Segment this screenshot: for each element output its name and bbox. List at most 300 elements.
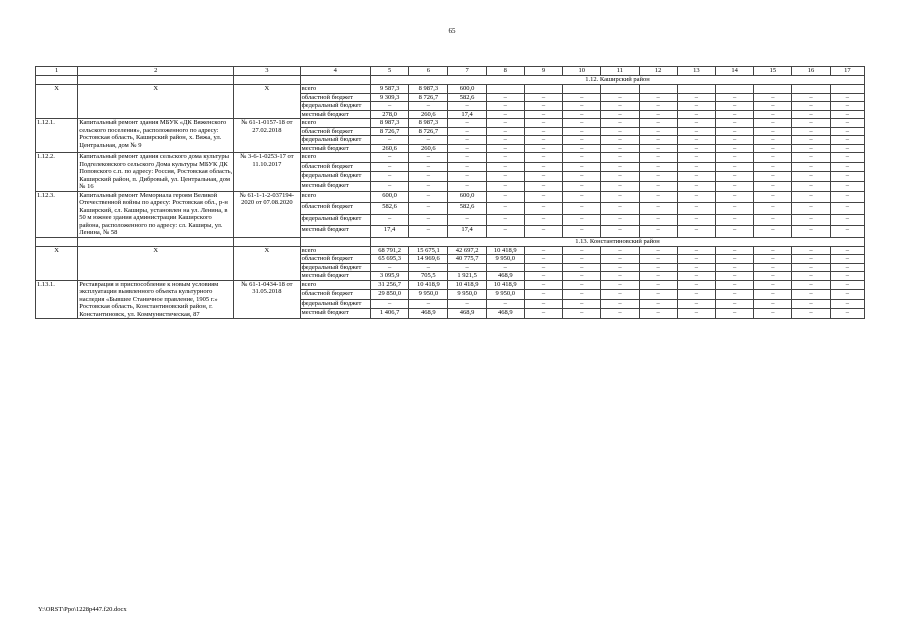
amount-cell: – <box>486 172 524 182</box>
amount-cell: – <box>792 172 830 182</box>
amount-cell: – <box>563 255 601 264</box>
amount-cell: – <box>524 119 562 128</box>
amount-cell: – <box>754 214 792 226</box>
amount-cell: – <box>524 309 562 319</box>
amount-cell: – <box>677 191 715 203</box>
amount-cell: – <box>563 102 601 111</box>
amount-cell: – <box>563 172 601 182</box>
amount-cell: – <box>524 272 562 281</box>
amount-cell: – <box>563 136 601 145</box>
amount-cell: – <box>409 102 448 111</box>
amount-cell: – <box>830 226 864 238</box>
amount-cell: – <box>486 102 524 111</box>
amount-cell: – <box>486 110 524 119</box>
amount-cell: – <box>409 153 448 163</box>
amount-cell: – <box>677 299 715 309</box>
amount-cell: – <box>563 280 601 290</box>
amount-cell: – <box>677 309 715 319</box>
amount-cell: – <box>524 214 562 226</box>
amount-cell: – <box>486 299 524 309</box>
amount-cell: – <box>677 110 715 119</box>
amount-cell: – <box>524 290 562 300</box>
amount-cell: – <box>715 191 753 203</box>
item-name: Реставрация и приспособление к новым условиям эксплуатации выявленного объекта культурного наследия «Бывшее Станичное правление, 1905 г.» Ростовская область, Константиновский район, г. Константиновск, ул. Коммунистическая, 87 <box>78 280 234 319</box>
amount-cell: – <box>563 246 601 255</box>
amount-cell <box>677 85 715 94</box>
funding-source: федеральный бюджет <box>300 299 370 309</box>
total-row <box>36 85 865 94</box>
amount-cell: – <box>754 191 792 203</box>
amount-cell: – <box>601 272 639 281</box>
amount-cell: – <box>601 280 639 290</box>
amount-cell: – <box>792 110 830 119</box>
amount-cell: – <box>524 102 562 111</box>
column-number-row <box>36 67 865 76</box>
item-number: 1.12.2. <box>36 153 78 192</box>
document-reference: № 61-1-1-2-037194-2020 от 07.08.2020 <box>234 191 300 237</box>
amount-cell <box>830 85 864 94</box>
amount-cell: – <box>715 172 753 182</box>
amount-cell: 600,0 <box>371 191 409 203</box>
amount-cell: 582,6 <box>448 93 486 102</box>
amount-cell: – <box>754 309 792 319</box>
amount-cell: – <box>792 280 830 290</box>
amount-cell: – <box>486 153 524 163</box>
amount-cell: – <box>677 214 715 226</box>
item-name: Капитальный ремонт здания сельского дома культуры Подгелековского сельского Дома культуры МБУК ДК Поповского с.п. по адресу: Россия, Ростовская область, Каширский район, п. Дибровый, ул. Центральная, дом № 16 <box>79 153 233 190</box>
amount-cell: – <box>601 162 639 172</box>
amount-cell: 1 921,5 <box>448 272 486 281</box>
amount-cell: – <box>524 191 562 203</box>
column-number: 1 <box>36 67 78 76</box>
amount-cell: 9 950,0 <box>486 290 524 300</box>
amount-cell: – <box>754 102 792 111</box>
amount-cell: – <box>486 181 524 191</box>
amount-cell: 68 791,2 <box>371 246 409 255</box>
item-row <box>36 191 865 203</box>
item-name: Капитальный ремонт Мемориала героям Великой Отечественной войны по адресу: Ростовская обл., р-н Каширский, сл. Каширы, установлен на ул. Ленина, в 50 м южнее здания администрации Каширского района, расположенного по адресу: сл. Каширы, ул. Ленина, № 58 <box>78 191 234 237</box>
amount-cell <box>792 85 830 94</box>
amount-cell <box>524 85 562 94</box>
amount-cell: – <box>524 263 562 272</box>
amount-cell: 468,9 <box>486 309 524 319</box>
amount-cell: – <box>754 153 792 163</box>
funding-source: местный бюджет <box>300 181 370 191</box>
amount-cell: 468,9 <box>409 309 448 319</box>
amount-cell: 582,6 <box>371 203 409 215</box>
amount-cell: – <box>639 203 677 215</box>
amount-cell: – <box>754 272 792 281</box>
amount-cell: – <box>409 214 448 226</box>
amount-cell: – <box>754 181 792 191</box>
amount-cell: – <box>715 162 753 172</box>
funding-source: местный бюджет <box>300 110 370 119</box>
amount-cell: – <box>830 280 864 290</box>
amount-cell: – <box>524 136 562 145</box>
amount-cell: – <box>486 136 524 145</box>
amount-cell: 582,6 <box>448 203 486 215</box>
amount-cell: – <box>563 272 601 281</box>
amount-cell: – <box>792 127 830 136</box>
amount-cell: – <box>601 263 639 272</box>
amount-cell: – <box>677 263 715 272</box>
amount-cell <box>715 85 753 94</box>
amount-cell: 9 309,3 <box>371 93 409 102</box>
column-number: 3 <box>234 67 300 76</box>
amount-cell: – <box>792 136 830 145</box>
amount-cell: 17,4 <box>448 226 486 238</box>
amount-cell: – <box>486 127 524 136</box>
column-number: 11 <box>601 67 639 76</box>
amount-cell: – <box>639 263 677 272</box>
amount-cell: – <box>486 144 524 153</box>
amount-cell: – <box>524 203 562 215</box>
amount-cell: – <box>677 153 715 163</box>
amount-cell: – <box>830 162 864 172</box>
amount-cell: – <box>677 255 715 264</box>
amount-cell: – <box>715 127 753 136</box>
amount-cell: – <box>601 102 639 111</box>
amount-cell: – <box>792 246 830 255</box>
amount-cell: – <box>715 299 753 309</box>
amount-cell: – <box>677 181 715 191</box>
funding-source: всего <box>300 153 370 163</box>
amount-cell: – <box>754 226 792 238</box>
amount-cell: – <box>601 93 639 102</box>
amount-cell: – <box>830 214 864 226</box>
amount-cell: 9 950,0 <box>409 290 448 300</box>
amount-cell: – <box>448 144 486 153</box>
item-number: 1.12.1. <box>36 119 78 153</box>
amount-cell: 1 406,7 <box>371 309 409 319</box>
amount-cell: – <box>830 272 864 281</box>
section-title-row <box>36 237 865 246</box>
column-number: 15 <box>754 67 792 76</box>
column-number: 2 <box>78 67 234 76</box>
amount-cell: 8 987,3 <box>409 119 448 128</box>
amount-cell: – <box>677 136 715 145</box>
amount-cell: – <box>715 144 753 153</box>
column-number: 9 <box>524 67 562 76</box>
amount-cell: – <box>409 263 448 272</box>
amount-cell: 8 987,3 <box>409 85 448 94</box>
amount-cell: – <box>754 255 792 264</box>
amount-cell: 29 850,0 <box>371 290 409 300</box>
amount-cell: – <box>830 203 864 215</box>
amount-cell: – <box>563 191 601 203</box>
funding-source: всего <box>300 246 370 255</box>
amount-cell: – <box>754 172 792 182</box>
amount-cell: 600,0 <box>448 191 486 203</box>
amount-cell: – <box>792 162 830 172</box>
amount-cell: – <box>448 172 486 182</box>
amount-cell: – <box>715 203 753 215</box>
amount-cell: – <box>524 110 562 119</box>
funding-source: областной бюджет <box>300 162 370 172</box>
amount-cell: – <box>792 144 830 153</box>
document-reference: № 61-1-0157-18 от 27.02.2018 <box>234 119 300 153</box>
amount-cell: 9 587,3 <box>371 85 409 94</box>
amount-cell: – <box>563 144 601 153</box>
amount-cell: 468,9 <box>486 272 524 281</box>
column-number: 16 <box>792 67 830 76</box>
amount-cell: – <box>754 299 792 309</box>
amount-cell: – <box>601 110 639 119</box>
amount-cell: – <box>371 263 409 272</box>
amount-cell: – <box>639 280 677 290</box>
amount-cell: – <box>601 191 639 203</box>
amount-cell: – <box>792 255 830 264</box>
amount-cell: – <box>601 290 639 300</box>
amount-cell: 260,6 <box>409 110 448 119</box>
amount-cell: – <box>715 309 753 319</box>
amount-cell: – <box>754 127 792 136</box>
amount-cell: – <box>830 299 864 309</box>
column-number: 14 <box>715 67 753 76</box>
funding-source: областной бюджет <box>300 93 370 102</box>
funding-source: федеральный бюджет <box>300 172 370 182</box>
amount-cell <box>601 85 639 94</box>
section-title-row <box>36 76 865 85</box>
amount-cell: – <box>524 255 562 264</box>
amount-cell: – <box>563 110 601 119</box>
amount-cell: – <box>715 214 753 226</box>
amount-cell: – <box>754 162 792 172</box>
amount-cell: 468,9 <box>448 309 486 319</box>
amount-cell: – <box>563 162 601 172</box>
amount-cell: 40 775,7 <box>448 255 486 264</box>
amount-cell: – <box>409 191 448 203</box>
amount-cell: – <box>371 172 409 182</box>
amount-cell: – <box>448 162 486 172</box>
amount-cell: – <box>715 102 753 111</box>
amount-cell: – <box>830 136 864 145</box>
amount-cell: – <box>677 226 715 238</box>
amount-cell: – <box>715 226 753 238</box>
amount-cell: – <box>486 263 524 272</box>
amount-cell: – <box>677 93 715 102</box>
amount-cell: – <box>448 136 486 145</box>
amount-cell: – <box>524 144 562 153</box>
amount-cell: – <box>639 290 677 300</box>
amount-cell: – <box>448 181 486 191</box>
amount-cell: – <box>409 162 448 172</box>
amount-cell: – <box>409 172 448 182</box>
amount-cell: – <box>524 172 562 182</box>
amount-cell: 10 418,9 <box>448 280 486 290</box>
amount-cell: – <box>524 226 562 238</box>
amount-cell: – <box>448 263 486 272</box>
amount-cell: – <box>715 153 753 163</box>
amount-cell: – <box>639 191 677 203</box>
amount-cell: – <box>715 119 753 128</box>
amount-cell: – <box>754 263 792 272</box>
item-number: 1.12.3. <box>36 191 78 237</box>
amount-cell: – <box>715 255 753 264</box>
amount-cell: – <box>409 226 448 238</box>
document-reference: № 61-1-0434-18 от 31.05.2018 <box>234 280 300 319</box>
amount-cell: – <box>792 153 830 163</box>
column-number: 8 <box>486 67 524 76</box>
program-table <box>35 66 865 319</box>
amount-cell: – <box>486 214 524 226</box>
total-marker: Х <box>36 85 78 119</box>
amount-cell: 8 987,3 <box>371 119 409 128</box>
total-marker: Х <box>234 246 300 280</box>
amount-cell: – <box>563 309 601 319</box>
amount-cell: – <box>563 263 601 272</box>
funding-source: федеральный бюджет <box>300 136 370 145</box>
amount-cell: – <box>601 246 639 255</box>
amount-cell: 8 726,7 <box>409 93 448 102</box>
amount-cell <box>639 85 677 94</box>
amount-cell: – <box>639 226 677 238</box>
section-title: 1.13. Константиновский район <box>371 237 865 246</box>
amount-cell: – <box>563 226 601 238</box>
amount-cell: – <box>601 203 639 215</box>
funding-source: всего <box>300 119 370 128</box>
amount-cell: – <box>715 110 753 119</box>
amount-cell: – <box>639 93 677 102</box>
amount-cell: – <box>677 246 715 255</box>
amount-cell: – <box>563 203 601 215</box>
amount-cell: – <box>677 203 715 215</box>
amount-cell: – <box>792 181 830 191</box>
item-row <box>36 153 865 163</box>
amount-cell: – <box>371 102 409 111</box>
amount-cell: – <box>486 191 524 203</box>
amount-cell: – <box>754 110 792 119</box>
amount-cell: – <box>448 119 486 128</box>
funding-source: местный бюджет <box>300 144 370 153</box>
amount-cell: – <box>524 181 562 191</box>
amount-cell: – <box>639 309 677 319</box>
amount-cell: – <box>601 136 639 145</box>
document-reference: № 3-6-1-0253-17 от 11.10.2017 <box>234 153 300 192</box>
funding-source: областной бюджет <box>300 127 370 136</box>
amount-cell: – <box>754 280 792 290</box>
amount-cell: – <box>715 93 753 102</box>
amount-cell: – <box>830 246 864 255</box>
amount-cell: – <box>601 144 639 153</box>
amount-cell: 31 256,7 <box>371 280 409 290</box>
total-row <box>36 246 865 255</box>
amount-cell: 10 418,9 <box>409 280 448 290</box>
amount-cell: – <box>754 119 792 128</box>
amount-cell: – <box>715 263 753 272</box>
amount-cell: – <box>830 102 864 111</box>
amount-cell: 260,6 <box>409 144 448 153</box>
amount-cell: – <box>639 119 677 128</box>
total-marker: Х <box>78 246 234 280</box>
funding-source: местный бюджет <box>300 272 370 281</box>
amount-cell: – <box>830 153 864 163</box>
amount-cell: – <box>830 263 864 272</box>
amount-cell: 17,4 <box>448 110 486 119</box>
amount-cell: – <box>754 144 792 153</box>
amount-cell: – <box>830 119 864 128</box>
amount-cell: 10 418,9 <box>486 280 524 290</box>
amount-cell: – <box>754 290 792 300</box>
amount-cell: – <box>639 110 677 119</box>
amount-cell: – <box>639 272 677 281</box>
amount-cell: – <box>830 181 864 191</box>
amount-cell: – <box>677 280 715 290</box>
amount-cell: – <box>677 144 715 153</box>
amount-cell: 278,0 <box>371 110 409 119</box>
amount-cell: – <box>524 127 562 136</box>
column-number: 12 <box>639 67 677 76</box>
amount-cell: – <box>639 214 677 226</box>
amount-cell: – <box>563 290 601 300</box>
amount-cell: – <box>563 127 601 136</box>
amount-cell: – <box>639 246 677 255</box>
amount-cell: – <box>830 290 864 300</box>
amount-cell: – <box>754 136 792 145</box>
amount-cell: – <box>677 290 715 300</box>
amount-cell: – <box>677 119 715 128</box>
amount-cell: – <box>639 172 677 182</box>
amount-cell: – <box>830 93 864 102</box>
funding-source: федеральный бюджет <box>300 102 370 111</box>
amount-cell: 8 726,7 <box>409 127 448 136</box>
amount-cell: – <box>448 214 486 226</box>
amount-cell: – <box>792 93 830 102</box>
amount-cell: – <box>486 226 524 238</box>
amount-cell: – <box>563 181 601 191</box>
page-number: 65 <box>448 27 456 35</box>
amount-cell: – <box>830 127 864 136</box>
amount-cell: – <box>601 299 639 309</box>
column-number: 7 <box>448 67 486 76</box>
amount-cell: – <box>677 172 715 182</box>
amount-cell: – <box>792 290 830 300</box>
amount-cell: – <box>830 255 864 264</box>
item-row <box>36 119 865 128</box>
total-marker: Х <box>78 85 234 119</box>
amount-cell: – <box>601 214 639 226</box>
total-marker: Х <box>36 246 78 280</box>
amount-cell: – <box>409 181 448 191</box>
amount-cell: – <box>601 309 639 319</box>
amount-cell: – <box>639 181 677 191</box>
amount-cell: 42 697,2 <box>448 246 486 255</box>
funding-source: всего <box>300 280 370 290</box>
amount-cell: – <box>792 309 830 319</box>
amount-cell: – <box>639 102 677 111</box>
amount-cell: – <box>792 226 830 238</box>
amount-cell: – <box>486 203 524 215</box>
amount-cell: 65 695,3 <box>371 255 409 264</box>
amount-cell: – <box>563 153 601 163</box>
amount-cell: 9 950,0 <box>486 255 524 264</box>
amount-cell: – <box>715 290 753 300</box>
amount-cell: 15 675,1 <box>409 246 448 255</box>
amount-cell: – <box>639 127 677 136</box>
column-number: 6 <box>409 67 448 76</box>
amount-cell: – <box>409 136 448 145</box>
amount-cell <box>754 85 792 94</box>
amount-cell: – <box>524 246 562 255</box>
amount-cell: – <box>524 93 562 102</box>
amount-cell: – <box>830 309 864 319</box>
amount-cell: – <box>563 214 601 226</box>
amount-cell: – <box>754 93 792 102</box>
funding-source: областной бюджет <box>300 203 370 215</box>
amount-cell: – <box>409 203 448 215</box>
amount-cell: – <box>792 203 830 215</box>
column-number: 17 <box>830 67 864 76</box>
